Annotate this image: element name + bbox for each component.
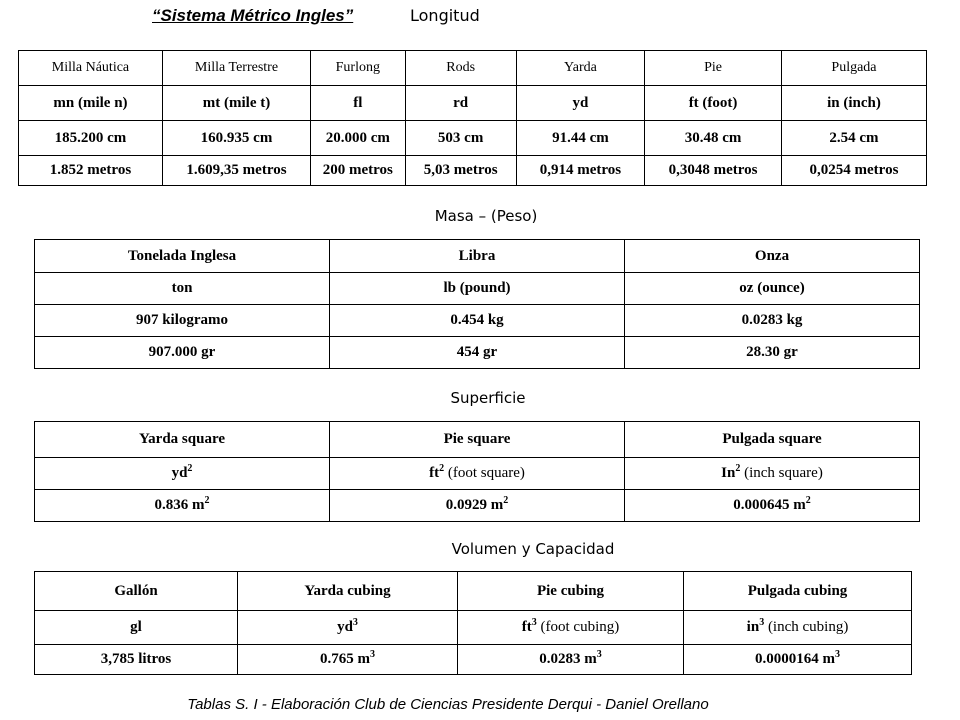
table-cell: 185.200 cm	[19, 121, 163, 156]
value: 0.765 m	[320, 651, 370, 667]
table-row	[35, 305, 920, 337]
value: 0.000645 m	[733, 497, 806, 513]
header-cell: Yarda cubing	[238, 572, 458, 611]
table-row	[19, 86, 927, 121]
table-cell: 91.44 cm	[516, 121, 645, 156]
section-title-superficie: Superficie	[450, 389, 526, 407]
table-superficie	[34, 421, 920, 522]
header-cell: Pie square	[330, 422, 625, 458]
unit-description: (foot square)	[444, 465, 525, 481]
table-cell	[625, 490, 920, 522]
table-cell: 30.48 cm	[645, 121, 782, 156]
table-cell: 0.0283 kg	[625, 305, 920, 337]
exponent: 3	[835, 649, 840, 660]
section-title-volumen: Volumen y Capacidad	[451, 540, 615, 558]
table-cell	[330, 458, 625, 490]
table-row	[35, 422, 920, 458]
table-row	[35, 572, 912, 611]
table-cell: mt (mile t)	[162, 86, 310, 121]
exponent: 3	[352, 617, 358, 628]
header-cell: Pie cubing	[458, 572, 684, 611]
header-cell: Pulgada cubing	[684, 572, 912, 611]
table-cell: 907 kilogramo	[35, 305, 330, 337]
table-cell: 200 metros	[311, 156, 406, 186]
table-row	[35, 490, 920, 522]
table-cell: 28.30 gr	[625, 337, 920, 369]
section-title-masa: Masa – (Peso)	[434, 207, 538, 225]
table-cell: 0,3048 metros	[645, 156, 782, 186]
header-cell: Tonelada Inglesa	[35, 240, 330, 273]
table-cell	[35, 490, 330, 522]
page-title: “Sistema Métrico Ingles”	[152, 6, 354, 25]
table-cell: 20.000 cm	[311, 121, 406, 156]
table-cell: 454 gr	[330, 337, 625, 369]
unit-description: (foot cubing)	[536, 619, 620, 635]
table-cell	[35, 458, 330, 490]
header-cell: Yarda square	[35, 422, 330, 458]
exponent: 2	[187, 463, 193, 474]
table-cell: 2.54 cm	[781, 121, 926, 156]
table-cell: gl	[35, 611, 238, 645]
unit-symbol: ft	[429, 465, 440, 481]
table-cell: fl	[311, 86, 406, 121]
table-cell: lb (pound)	[330, 273, 625, 305]
table-cell	[238, 645, 458, 675]
table-cell: 0,0254 metros	[781, 156, 926, 186]
table-cell	[684, 611, 912, 645]
table-cell	[330, 490, 625, 522]
header-cell: Rods	[405, 51, 516, 86]
value: 0.0929 m	[445, 497, 504, 513]
exponent: 2	[439, 463, 445, 474]
table-cell: yd	[516, 86, 645, 121]
unit-symbol: yd	[171, 465, 188, 481]
table-longitud	[18, 50, 927, 186]
table-cell: 5,03 metros	[405, 156, 516, 186]
exponent: 3	[531, 617, 537, 628]
header-cell: Pulgada square	[625, 422, 920, 458]
table-cell: ton	[35, 273, 330, 305]
table-masa	[34, 239, 920, 369]
table-row	[19, 51, 927, 86]
exponent: 3	[370, 649, 375, 660]
table-row	[19, 156, 927, 186]
header-cell: Milla Náutica	[19, 51, 163, 86]
header-cell: Pie	[645, 51, 782, 86]
table-row	[35, 645, 912, 675]
unit-description: (inch cubing)	[764, 619, 849, 635]
exponent: 2	[204, 495, 210, 506]
table-cell	[458, 611, 684, 645]
table-cell: 0.454 kg	[330, 305, 625, 337]
table-cell: mn (mile n)	[19, 86, 163, 121]
table-row	[19, 121, 927, 156]
table-row	[35, 273, 920, 305]
unit-symbol: in	[746, 619, 760, 635]
table-cell: 1.852 metros	[19, 156, 163, 186]
table-cell: 907.000 gr	[35, 337, 330, 369]
exponent: 2	[805, 495, 811, 506]
table-cell: rd	[405, 86, 516, 121]
table-cell: oz (ounce)	[625, 273, 920, 305]
table-volumen	[34, 571, 912, 675]
table-cell	[238, 611, 458, 645]
header-cell: Gallón	[35, 572, 238, 611]
table-row	[35, 240, 920, 273]
value: 0.0283 m	[539, 651, 597, 667]
header-cell: Yarda	[516, 51, 645, 86]
exponent: 2	[735, 463, 741, 474]
exponent: 3	[759, 617, 765, 628]
exponent: 3	[596, 649, 602, 660]
table-cell	[625, 458, 920, 490]
header-cell: Libra	[330, 240, 625, 273]
table-cell: 3,785 litros	[35, 645, 238, 675]
header-cell: Milla Terrestre	[162, 51, 310, 86]
unit-symbol: In	[721, 465, 736, 481]
table-cell: 0,914 metros	[516, 156, 645, 186]
exponent: 2	[503, 495, 509, 506]
section-title-longitud: Longitud	[410, 6, 480, 25]
table-row	[35, 611, 912, 645]
footer-credit: Tablas S. I - Elaboración Club de Ciencias Presidente Derqui - Daniel Orellano	[187, 696, 709, 713]
unit-description: (inch square)	[740, 465, 823, 481]
table-cell	[458, 645, 684, 675]
table-row	[35, 337, 920, 369]
table-cell: 160.935 cm	[162, 121, 310, 156]
header-cell: Onza	[625, 240, 920, 273]
value: 0.0000164 m	[755, 651, 835, 667]
unit-symbol: ft	[521, 619, 532, 635]
value: 0.836 m	[154, 497, 205, 513]
table-cell: ft (foot)	[645, 86, 782, 121]
table-cell: in (inch)	[781, 86, 926, 121]
table-row	[35, 458, 920, 490]
header-cell: Pulgada	[781, 51, 926, 86]
table-cell: 503 cm	[405, 121, 516, 156]
table-cell: 1.609,35 metros	[162, 156, 310, 186]
table-cell	[684, 645, 912, 675]
header-cell: Furlong	[311, 51, 406, 86]
unit-symbol: yd	[337, 619, 353, 635]
